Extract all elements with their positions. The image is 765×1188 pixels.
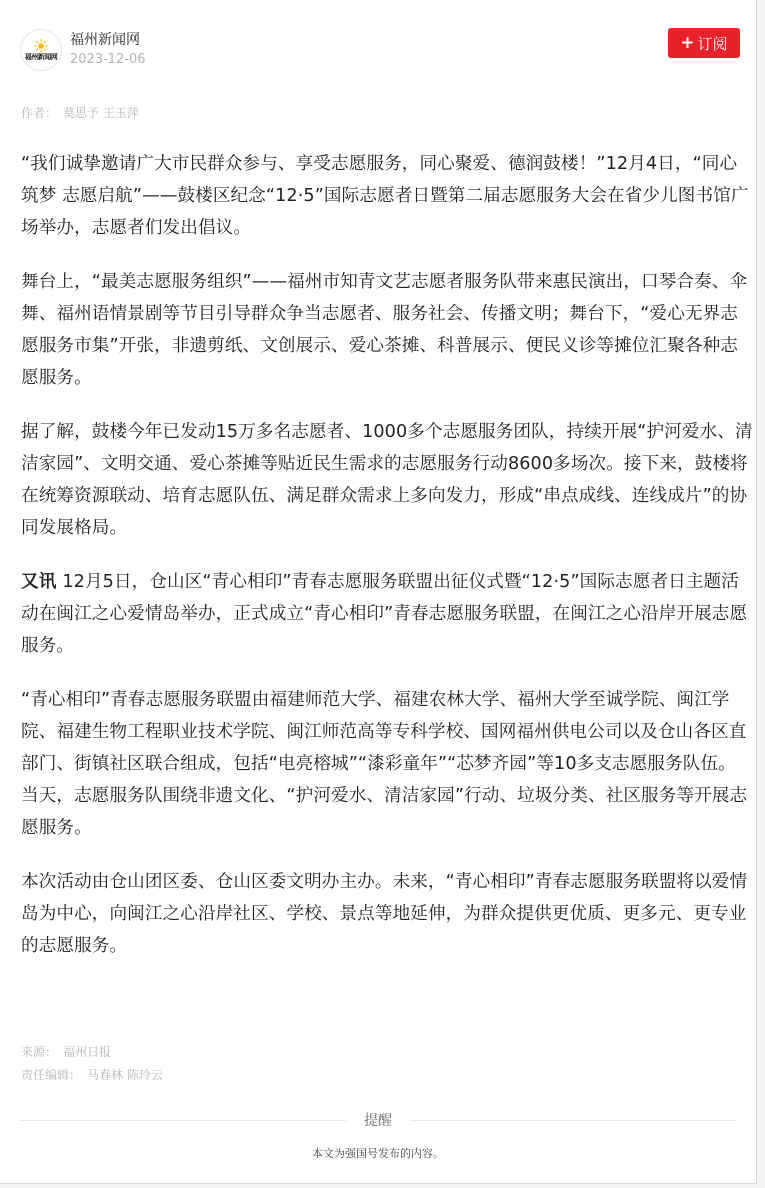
paragraph-3: 据了解，鼓楼今年已发动15万多名志愿者、1000多个志愿服务团队，持续开展“护河爱水、清洁家园”、文明交通、爱心茶摊等贴近民生需求的志愿服务行动8600多场次。接下来，鼓楼将在统筹资源联动、培育志愿队伍、满足群众需求上多向发力，形成“串点成线、连线成片”的协同发展格局。 — [21, 422, 753, 538]
source-value: 福州日报 — [63, 1045, 112, 1059]
editor-line — [21, 1064, 163, 1087]
paragraph-4-lead: 又讯 — [21, 572, 57, 592]
paragraph-6: 本次活动由仓山团区委、仓山区委文明办主办。未来，“青心相印”青春志愿服务联盟将以爱情岛为中心，向闽江之心沿岸社区、学校、景点等地延伸，为群众提供更优质、更多元、更专业的志愿服务。 — [21, 872, 748, 956]
article-footer-meta — [21, 1041, 163, 1087]
logo-text: 福州新闻网 — [24, 53, 58, 61]
article-header — [20, 26, 740, 74]
subscribe-button[interactable] — [668, 28, 740, 58]
divider-right — [410, 1120, 736, 1121]
reminder-divider — [20, 1110, 736, 1130]
source-meta — [70, 31, 146, 69]
reminder-title: 提醒 — [364, 1113, 392, 1129]
author-line — [21, 104, 139, 121]
publish-date: 2023-12-06 — [70, 52, 146, 67]
source-label: 来源： — [21, 1045, 58, 1059]
paragraph-4 — [21, 566, 753, 662]
paragraph-4-text: 12月5日，仓山区“青心相印”青春志愿服务联盟出征仪式暨“12·5”国际志愿者日主题活动在闽江之心爱情岛举办，正式成立“青心相印”青春志愿服务联盟，在闽江之心沿岸开展志愿服务。 — [21, 572, 748, 656]
author-names: 莫思予 王玉萍 — [63, 106, 139, 120]
paragraph-5: “青心相印”青春志愿服务联盟由福建师范大学、福建农林大学、福州大学至诚学院、闽江学院、福建生物工程职业技术学院、闽江师范高等专科学校、国网福州供电公司以及仓山各区直部门、街镇社区联合组成，包括“电亮榕城”“漆彩童年”“芯梦齐园”等10多支志愿服务队伍。当天，志愿服务队围绕非遗文化、“护河爱水、清洁家园”行动、垃圾分类、社区服务等开展志愿服务。 — [21, 690, 748, 838]
editor-value: 马春林 陈玲云 — [87, 1068, 163, 1082]
author-label: 作者： — [21, 106, 58, 120]
paragraph-1: “我们诚挚邀请广大市民群众参与、享受志愿服务，同心聚爱、德润鼓楼！”12月4日，“同心筑梦 志愿启航”——鼓楼区纪念“12·5”国际志愿者日暨第二届志愿服务大会在省少儿图书馆广场举办，志愿者们发出倡议。 — [21, 154, 749, 238]
reminder-notice: 本文为强国号发布的内容。 — [312, 1147, 444, 1160]
paragraph-2: 舞台上，“最美志愿服务组织”——福州市知青文艺志愿者服务队带来惠民演出，口琴合奏、伞舞、福州语情景剧等节目引导群众争当志愿者、服务社会、传播文明；舞台下，“爱心无界志愿服务市集”开张，非遗剪纸、文创展示、爱心茶摊、科普展示、便民义诊等摊位汇聚各种志愿服务。 — [21, 272, 748, 388]
source-line — [21, 1041, 163, 1064]
article-body — [21, 148, 753, 984]
editor-label: 责任编辑： — [21, 1068, 82, 1082]
sun-logo-icon — [34, 39, 48, 53]
source-name[interactable]: 福州新闻网 — [70, 32, 140, 48]
subscribe-label: 订阅 — [697, 34, 728, 53]
divider-left — [20, 1120, 346, 1121]
source-avatar[interactable] — [20, 29, 62, 71]
plus-icon: + — [680, 32, 695, 53]
